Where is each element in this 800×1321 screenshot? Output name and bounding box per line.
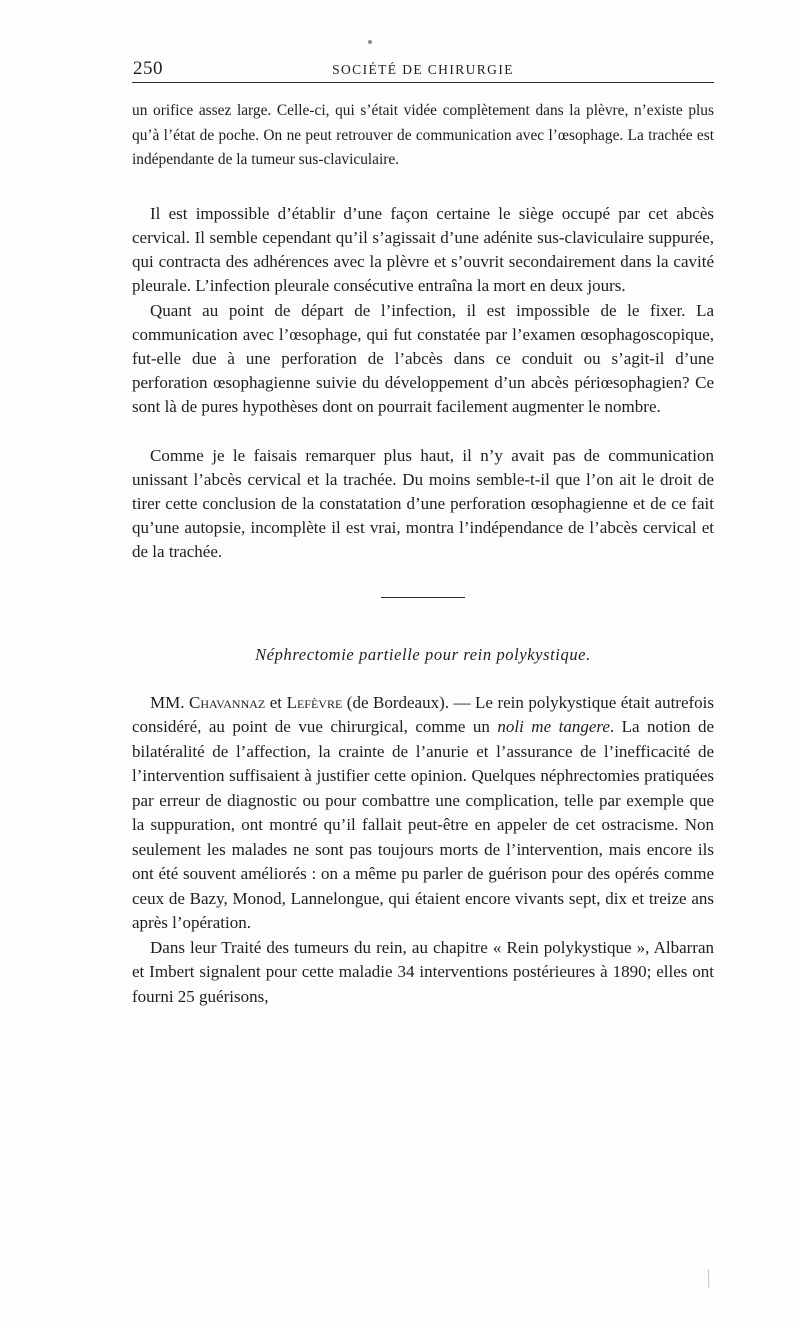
section-paragraph-1 — [132, 691, 714, 936]
body-paragraph-3: Comme je le faisais remarquer plus haut, il n’y avait pas de communication unissant l’abcès cervical et la trachée. Du moins semble-t-il que l’on ait le droit de tirer cette conclusion de la constatation d’une perforation œsophagienne et de ce fait qu’une autopsie, incomplète il est vrai, montra l’indépendance de l’abcès cervical et de la trachée. — [132, 445, 714, 562]
running-head — [132, 52, 714, 83]
running-title: SOCIÉTÉ DE CHIRURGIE — [332, 62, 514, 77]
authors-prefix: MM. — [150, 692, 185, 712]
pencil-mark: ╱ — [701, 1270, 717, 1288]
document-page — [132, 52, 714, 1009]
body-paragraph-2: Quant au point de départ de l’infection, il est impossible de le fixer. La communication avec l’œsophage, qui fut constatée par l’examen œsophagoscopique, fut-elle due à une perforation de l’abcès dans ce conduit ou s’agit-il d’une perforation œsophagienne suivie du développement d’un abcès périœsophagien? Ce sont là de pures hypothèses dont on pourrait facilement augmenter le nombre. — [132, 300, 714, 417]
section-divider — [381, 597, 465, 598]
body-paragraph-1: Il est impossible d’établir d’une façon certaine le siège occupé par cet abcès cervical. Il semble cependant qu’il s’agissait d’une adénite sus-claviculaire suppurée, qui contracta des adhérences avec la plèvre et s’ouvrit secondairement dans la cavité pleurale. L’infection pleurale consécutive entraîna la mort en deux jours. — [132, 203, 714, 296]
small-print-paragraph: un orifice assez large. Celle-ci, qui s’était vidée complètement dans la plèvre, n’existe plus qu’à l’état de poche. On ne peut retrouver de communication avec l’œsophage. La trachée est indépendante de la tumeur sus-claviculaire. — [132, 102, 714, 169]
author-chavannaz: Chavannaz — [189, 692, 266, 712]
author-lefevre: Lefèvre — [286, 692, 343, 712]
author-affiliation: (de Bordeaux). — [346, 692, 450, 712]
section-paragraph-2: Dans leur Traité des tumeurs du rein, au chapitre « Rein polykystique », Albarran et Imbert signalent pour cette maladie 34 interventions postérieures à 1890; elles ont fourni 25 guérisons, — [132, 937, 714, 1006]
section-title: Néphrectomie partielle pour rein polykystique. — [255, 644, 591, 664]
page-number: 250 — [133, 58, 163, 79]
authors-conjunction: et — [269, 692, 283, 712]
print-dot — [368, 40, 372, 44]
latin-phrase: noli me tangere — [497, 717, 610, 737]
paragraph-text-rest: . La notion de bilatéralité de l’affection, la crainte de l’anurie et l’assurance de l’inefficacité de l’intervention suffisaient à justifier cette opinion. Quelques néphrectomies pratiquées par erreur de diagnostic ou pour combattre une complication, telle par exemple que la suppuration, ont montré qu’il fallait peut-être en appeler de cet ostracisme. Non seulement les malades ne sont pas toujours morts de l’intervention, mais encore ils ont été souvent améliorés : on a même pu parler de guérison pour des opérés comme ceux de Bazy, Monod, Lannelongue, qui étaient encore vivants sept, dix et treize ans après l’opération. — [132, 717, 715, 933]
paragraph-text-start: — Le rein polykystique était autrefois considéré, au point de vue chirurgical, comme un — [132, 692, 715, 737]
small-print-excerpt — [132, 99, 714, 173]
section-body — [132, 691, 714, 1010]
body-text — [132, 202, 714, 565]
